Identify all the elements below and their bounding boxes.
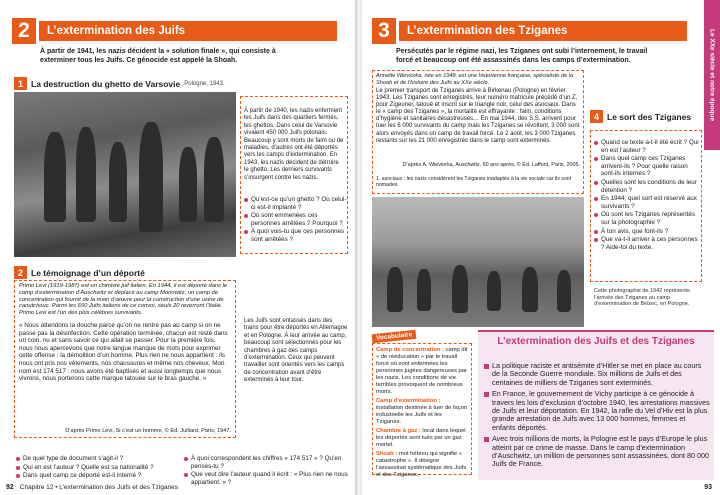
section-intro: À partir de 1941, les nazis décident la « solution finale », qui consiste à exterminer tous les Juifs. Ce génocide est appelé la Shoah. bbox=[40, 48, 276, 64]
section-intro: Persécutés par le régime nazi, les Tziganes ont subi l’internement, le travail forcé et beaucoup ont été assassinés dans les camps d’extermination. bbox=[396, 48, 648, 64]
vocab-term: Chambre à gaz : bbox=[376, 428, 421, 434]
question-item: À quoi vois-tu que ces personnes sont arrêtées ? bbox=[244, 228, 348, 243]
right-page bbox=[362, 0, 720, 495]
summary-paragraph: Avec trois millions de morts, la Pologne est le pays d’Europe le plus atteint par ce crime de masse. Dans le camp d’extermination d’Auschwitz, un million de personnes sont assassinées, dont 80 000 Juifs de France. bbox=[484, 435, 710, 469]
doc3-source: D’après A. Wieviorka, Auschwitz, 60 ans après, © Éd. Laffont, Paris, 2005. bbox=[402, 162, 580, 168]
doc2-questions-a bbox=[16, 455, 181, 481]
doc2-side-text: Les Juifs sont entassés dans des trains pour être déportés en Allemagne et en Pologne. À leur arrivée au camp, beaucoup sont sélectionnés pour les chambres à gaz des camps d’extermination. Ceux qui peuvent travailler sont orientés vers les camps de concentration avant d’être exterminés à leur tour. bbox=[244, 318, 348, 384]
section-number: 3 bbox=[372, 18, 396, 44]
doc1-text: À partir de 1940, les nazis enferment les Juifs dans des quartiers fermés, les ghettos. Dans celui de Varsovie vivaient 450 000 Juifs polonais. Beaucoup y sont morts de faim ou de maladies, d’autres ont été déportés vers les camps d’extermination. En 1943, les nazis décident de détruire le ghetto. Les derniers survivants s’insurgent contre les nazis. bbox=[244, 108, 344, 181]
doc1-title: La destruction du ghetto de Varsovie bbox=[31, 78, 181, 89]
doc4-questions bbox=[594, 139, 700, 252]
vocab-def: installation destinée à tuer de façon industrielle les Juifs et les Tziganes. bbox=[376, 405, 468, 425]
vocab-def: camp dit « de rééducation » par le travail forcé où sont enfermées les personnes jugées dangereuses par les nazis. Les conditions de vie terribles provoquent de nombreux morts. bbox=[376, 347, 468, 395]
question-item: Que veut dire l’auteur quand il écrit : « Plus rien ne nous appartient. » ? bbox=[184, 471, 349, 486]
section-2-header bbox=[12, 18, 337, 44]
tziganes-photo bbox=[372, 197, 584, 327]
doc2-number: 2 bbox=[14, 266, 27, 279]
vocab-term: Camp de concentration : bbox=[376, 347, 444, 353]
doc4-number: 4 bbox=[590, 110, 603, 123]
page-number: 92 bbox=[6, 484, 14, 491]
question-item: À ton avis, que font-ils ? bbox=[594, 228, 700, 236]
vocab-def: local dans lequel les déportés sont tués par un gaz mortel. bbox=[376, 428, 466, 448]
summary-title: L’extermination des Juifs et des Tziganes bbox=[497, 336, 695, 347]
question-item: Qu’est-ce qu’un ghetto ? Où celui-ci est-il implanté ? bbox=[244, 196, 348, 211]
book-gutter bbox=[355, 0, 362, 495]
doc1-number: 1 bbox=[14, 77, 27, 90]
question-item: Dans quel camp ces Tziganes arrivent-ils ? Pour quelle raison sont-ils internés ? bbox=[594, 155, 700, 178]
question-item: Dans quel camp ce déporté est-il interné ? bbox=[16, 472, 181, 480]
section-title: L’extermination des Juifs bbox=[39, 21, 337, 41]
doc2-title: Le témoignage d’un déporté bbox=[31, 267, 145, 278]
section-title: L’extermination des Tziganes bbox=[399, 21, 687, 41]
question-item: Qui en est l’auteur ? Quelle est sa nationalité ? bbox=[16, 464, 181, 472]
vocabulary-tag: Vocabulaire bbox=[372, 330, 417, 344]
question-item: Où sont les Tziganes représentés sur la photographie ? bbox=[594, 211, 700, 226]
page-number: 93 bbox=[704, 484, 712, 491]
question-item: Quelles sont les conditions de leur détention ? bbox=[594, 179, 700, 194]
vocab-def: mot hébreu qui signifie « catastrophe ». Il désigne l’assassinat systématique des Juifs et des Tziganes. bbox=[376, 451, 467, 478]
doc2-quote: « Nous attendons la douche parce qu’on ne rentre pas au camp si on ne passe pas la désinfection. Cette opération terminée, chacun est resté dans un coin, nu et sans savoir ce qui allait se passer. Pour la première fois, nous nous apercevons que notre langue manque de mots pour exprimer cette offense : la démolition d’un homme. Plus rien ne nous appartient : ils nous ont pris nos vêtements, nos chaussures et même nos cheveux. Mon nom est 174 517 : nous avons été baptisés et aussi longtemps que nous vivrons, nous porterons cette marque tatouée sur le bras gauche. » bbox=[19, 322, 228, 383]
summary-paragraph: La politique raciste et antisémite d’Hitler se met en place au cours de la Seconde Guerre mondiale. Six millions de Juifs et des centaines de milliers de Tziganes sont exterminés. bbox=[484, 362, 710, 387]
left-footer bbox=[6, 484, 178, 491]
section-number: 2 bbox=[12, 18, 36, 44]
doc2-intro: Primo Levi (1919-1987) est un chimiste juif italien. En 1944, il est déporté dans le camp d’extermination d’Auschwitz et déplacé au camp Monowitz, un camp de concentration qui fournit de la main d’œuvre pour la construction d’une usine de caoutchouc. Parmi les 650 Juifs italiens de ce convoi, seuls 20 reverront l’Italie. Primo Levi est l’un des plus célèbres survivants. bbox=[19, 283, 228, 317]
summary-paragraph: En France, le gouvernement de Vichy participe à ce génocide à travers les lois d’exclusion d’octobre 1940, les arrestations massives de Juifs et leur déportation. En 1942, la rafle du Vel d’Hiv est la plus grande arrestation de Juifs avec 13 000 hommes, femmes et enfants déportés. bbox=[484, 390, 710, 432]
doc1-heading bbox=[14, 77, 225, 90]
question-item: Où sont emmenées ces personnes arrêtées ? Pourquoi ? bbox=[244, 212, 348, 227]
doc1-subtitle: Pologne, 1943. bbox=[184, 80, 225, 87]
doc4-caption: Cette photographie de 1942 représente l’arrivée des Tziganes au camp d’extermination de Belzec, en Pologne. bbox=[594, 288, 691, 307]
doc2-source: D’après Primo Levi, Si c’est un homme, © Éd. Julliard, Paris, 1947. bbox=[65, 428, 231, 434]
doc3-quote: Le premier transport de Tziganes arrive à Birkenau (Pologne) en février 1943. Les Tziganes sont enregistrés, leur numéro matricule précédé d’un Z, pour Zigeuner, tatoué et inscrit sur le triangle noir, celui des asociaux. Dans le « camp des Tziganes », la mortalité est effrayante : faim, conditions d’hygiène et sanitaires désastreuses… En mai 1944, des S.S. arrivent pour tuer les 6 000 survivants du camp mais les Tziganes se révoltent, 3 000 sont alors envoyés dans un camp de travail forcé. Le 2 août, les 3 000 Tziganes restants sur les 21 000 enregistrés dans le camp sont exterminés. bbox=[376, 88, 580, 144]
doc1-questions bbox=[244, 196, 348, 245]
vocab-term: Shoah : bbox=[376, 451, 398, 457]
vocab-term: Camp d’extermination : bbox=[376, 398, 441, 404]
ghetto-photo bbox=[14, 92, 236, 257]
doc4-heading bbox=[590, 110, 691, 123]
doc4-title: Le sort des Tziganes bbox=[607, 111, 692, 122]
section-3-header bbox=[372, 18, 687, 44]
summary-text bbox=[484, 362, 710, 472]
doc2-questions-b bbox=[184, 455, 349, 487]
question-item: De quel type de document s’agit-il ? bbox=[16, 455, 181, 463]
question-item: En 1944, quel sort est réservé aux survivants ? bbox=[594, 195, 700, 210]
doc3-intro: Annette Wieviorka, née en 1948, est une historienne française, spécialiste de la Shoah et de l’histoire des Juifs au XXe siècle. bbox=[376, 73, 574, 86]
chapter-side-band: Le XXe siècle et notre époque bbox=[704, 0, 720, 150]
question-item: Quand ce texte a-t-il été écrit ? Qui en est l’auteur ? bbox=[594, 139, 700, 154]
vocabulary-box bbox=[372, 343, 472, 478]
left-page bbox=[0, 0, 355, 495]
doc3-footnote: 1. asociaux : les nazis considèrent les Tziganes inadaptés à la vie sociale car ils sont nomades. bbox=[376, 176, 572, 189]
chapter-footer: Chapitre 12 • L’extermination des Juifs et des Tziganes bbox=[19, 484, 179, 491]
doc2-heading bbox=[14, 266, 145, 279]
question-item: À quoi correspondent les chiffres « 174 517 » ? Qu’en penses-tu ? bbox=[184, 455, 349, 470]
question-item: Que va-t-il arriver à ces personnes ? Aide-toi du texte. bbox=[594, 236, 700, 251]
